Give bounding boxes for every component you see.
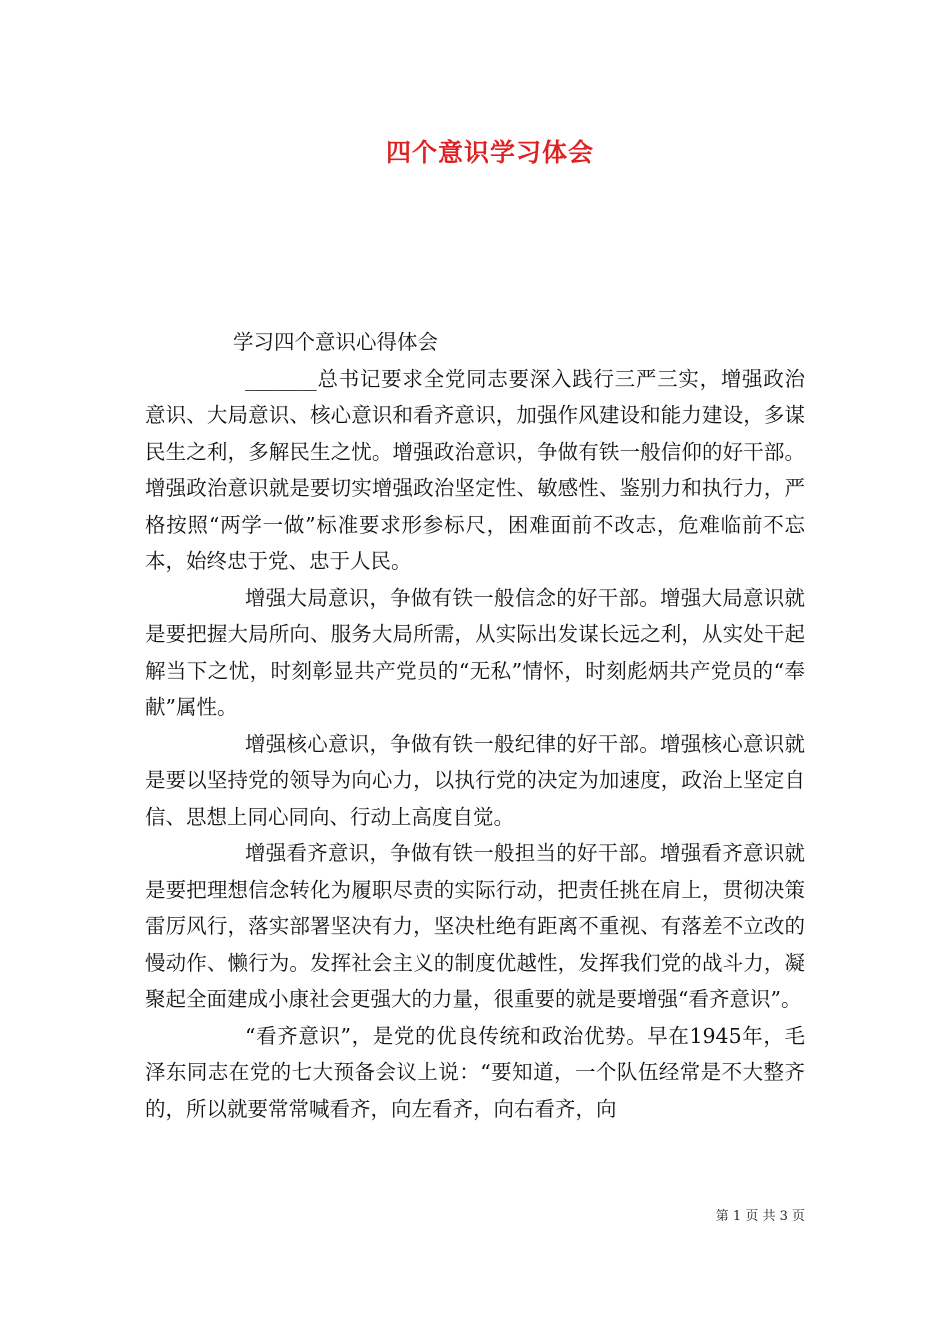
paragraph-2: 增强大局意识，争做有铁一般信念的好干部。增强大局意识就是要把握大局所向、服务大局所需，从实际出发谋长远之利，从实处干起解当下之忧，时刻彰显共产党员的“无私”情怀，时刻彪炳共产党员的“奉献”属性。 (145, 585, 805, 719)
document-subtitle: 学习四个意识心得体会 (233, 330, 438, 354)
paragraph-5: “看齐意识”，是党的优良传统和政治优势。早在1945年，毛泽东同志在党的七大预备会议上说：“要知道，一个队伍经常是不大整齐的，所以就要常常喊看齐，向左看齐，向右看齐，向 (145, 1023, 805, 1121)
page-number-footer: 第 1 页 共 3 页 (715, 1209, 805, 1224)
document-title: 四个意识学习体会 (385, 138, 594, 167)
document-body (145, 324, 805, 1127)
paragraph-1: _______总书记要求全党同志要深入践行三严三实，增强政治意识、大局意识、核心意识和看齐意识，加强作风建设和能力建设，多谋民生之利，多解民生之忧。增强政治意识，争做有铁一般信仰的好干部。增强政治意识就是要切实增强政治坚定性、敏感性、鉴别力和执行力，严格按照“两学一做”标准要求形参标尺，困难面前不改志，危难临前不忘本，始终忠于党、忠于人民。 (145, 366, 805, 573)
paragraph-3: 增强核心意识，争做有铁一般纪律的好干部。增强核心意识就是要以坚持党的领导为向心力，以执行党的决定为加速度，政治上坚定自信、思想上同心同向、行动上高度自觉。 (145, 731, 805, 829)
paragraph-4: 增强看齐意识，争做有铁一般担当的好干部。增强看齐意识就是要把理想信念转化为履职尽责的实际行动，把责任挑在肩上，贯彻决策雷厉风行，落实部署坚决有力，坚决杜绝有距离不重视、有落差不立改的慢动作、懒行为。发挥社会主义的制度优越性，发挥我们党的战斗力，凝聚起全面建成小康社会更强大的力量，很重要的就是要增强“看齐意识”。 (145, 841, 805, 1011)
